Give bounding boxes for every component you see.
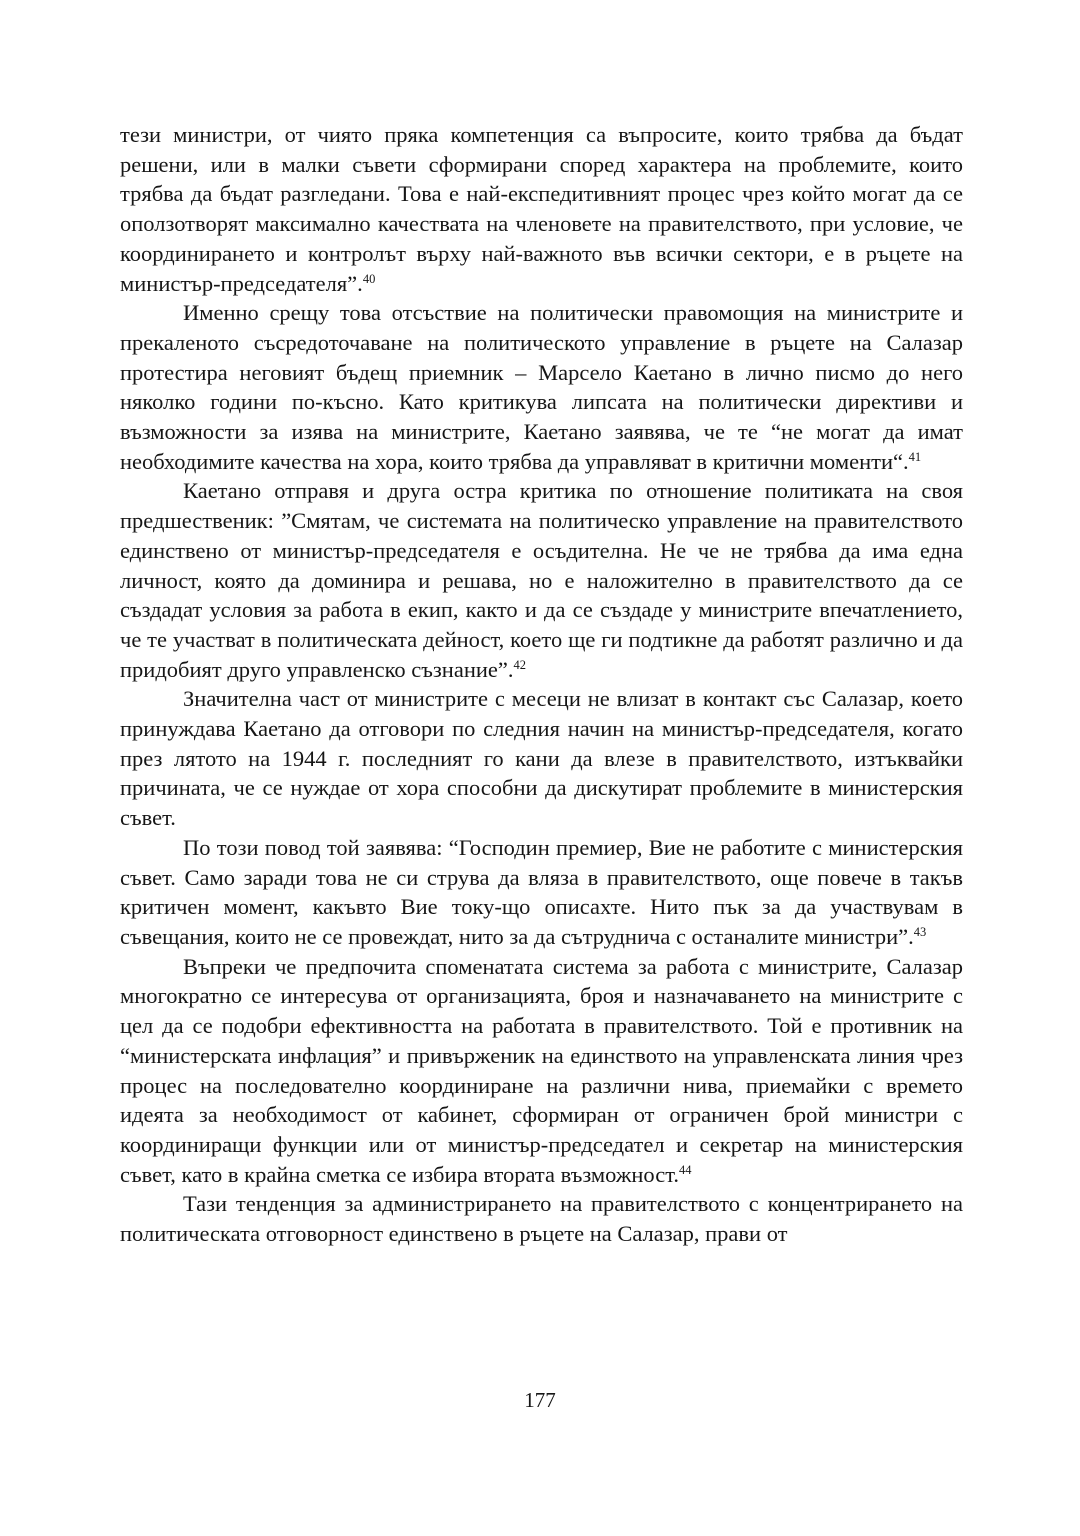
paragraph-6-text: Въпреки че предпочита споменатата система за работа с министрите, Салазар многократно се интересува от организацията, броя и назначаването на министрите с цел да се подобри ефективността на работата в правителството. Той е противник на “министерската инфлация” и привърженик на единството на управленската линия чрез процес на последователно координиране на различни нива, приемайки с времето идеята за необходимост от кабинет, сформиран от ограничен брой министри с координиращи функции или от министър-председател и секретар на министерския съвет, като в крайна сметка се избира втората възможност. — [120, 953, 963, 1187]
paragraph-3-text: Каетано отправя и друга остра критика по отношение политиката на своя предшественик: ”Смятам, че системата на политическо управление на правителството единствено от министър-председателя е осъдителна. Не че не трябва да има една личност, която да доминира и решава, но е наложително в правителството да се създадат условия за работа в екип, както и да се създаде у министрите впечатлението, че те участват в политическата дейност, което ще ги подтикне да работят различно и да придобият друго управленско съзнание”. — [120, 478, 963, 682]
paragraph-4 — [120, 684, 963, 833]
paragraph-7-text: Тази тенденция за администрирането на правителството с концентрирането на политическата отговорност единствено в ръцете на Салазар, прави от — [120, 1191, 963, 1247]
footnote-ref-43[interactable]: 43 — [913, 924, 927, 939]
paragraph-4-text: Значителна част от министрите с месеци не влизат в контакт със Салазар, което принуждава Каетано да отговори по следния начин на министър-председателя, когато през лятото на 1944 г. последният го кани да влезе в правителството, изтъквайки причината, че се нуждае от хора способни да дискутират проблемите в министерския съвет. — [120, 686, 963, 831]
book-page-text — [120, 120, 963, 1249]
paragraph-6 — [120, 952, 963, 1190]
footnote-ref-41[interactable]: 41 — [908, 449, 922, 464]
paragraph-7 — [120, 1189, 963, 1248]
paragraph-5 — [120, 833, 963, 952]
paragraph-1 — [120, 120, 963, 298]
footnote-ref-40[interactable]: 40 — [362, 271, 376, 286]
footnote-ref-42[interactable]: 42 — [513, 657, 526, 672]
page-number: 177 — [524, 1388, 556, 1412]
paragraph-2-text: Именно срещу това отсъствие на политически правомощия на министрите и прекаленото съсредоточаване на политическото управление в ръцете на Салазар протестира неговият бъдещ приемник – Марсело Каетано в лично писмо до него няколко години по-късно. Като критикува липсата на политически директиви и възможности за изява на министрите, Каетано заявява, че те “не могат да имат необходимите качества на хора, които трябва да управляват в критични моменти“. — [120, 300, 963, 474]
paragraph-5-text: По този повод той заявява: “Господин премиер, Вие не работите с министерския съвет. Само заради това не си струва да вляза в правителството, още повече в такъв критичен момент, какъвто Вие току-що описахте. Нито пък за да участвувам в съвещания, които не се провеждат, нито за да сътруднича с останалите министри”. — [120, 834, 963, 949]
footnote-ref-44[interactable]: 44 — [678, 1162, 692, 1177]
paragraph-1-text: тези министри, от чиято пряка компетенция са въпросите, които трябва да бъдат решени, или в малки съвети сформирани според характера на проблемите, които трябва да бъдат разгледани. Това е най-експедитивният процес чрез който могат да се оползотворят максимално качествата на членовете на правителството, при условие, че координирането и контролът върху най-важното във всички сектори, е в ръцете на министър-председателя”. — [120, 122, 963, 296]
paragraph-2 — [120, 298, 963, 476]
paragraph-3 — [120, 476, 963, 684]
